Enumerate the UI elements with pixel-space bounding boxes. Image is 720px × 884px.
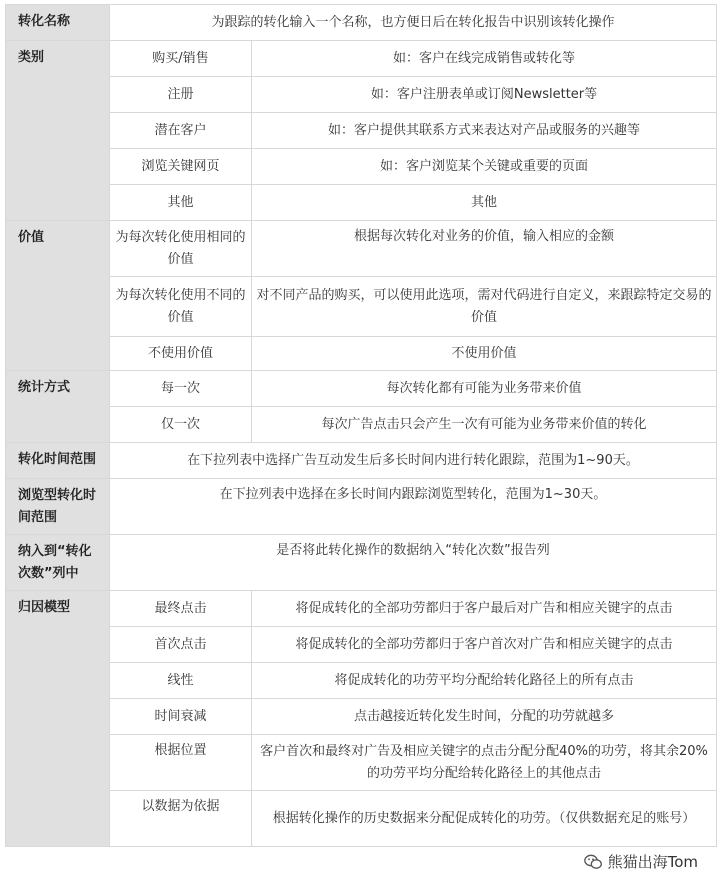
cell-desc: 将促成转化的功劳平均分配给转化路径上的所有点击 bbox=[252, 663, 717, 699]
row-label-value: 价值 bbox=[6, 221, 110, 371]
table-row bbox=[6, 185, 717, 221]
cell-desc: 点击越接近转化发生时间，分配的功劳就越多 bbox=[252, 699, 717, 735]
table-row bbox=[6, 699, 717, 735]
table-row bbox=[6, 663, 717, 699]
watermark bbox=[582, 851, 700, 872]
cell-desc: 每次转化都有可能为业务带来价值 bbox=[252, 371, 717, 407]
table-row bbox=[6, 535, 717, 591]
cell-desc: 对不同产品的购买，可以使用此选项，需对代码进行自定义，来跟踪特定交易的价值 bbox=[252, 277, 717, 337]
cell-sub: 根据位置 bbox=[110, 735, 252, 791]
table-row bbox=[6, 221, 717, 277]
cell-desc: 根据转化操作的历史数据来分配促成转化的功劳。（仅供数据充足的账号） bbox=[252, 791, 717, 847]
table-row bbox=[6, 277, 717, 337]
cell-desc: 如：客户在线完成销售或转化等 bbox=[252, 41, 717, 77]
table-row bbox=[6, 791, 717, 847]
cell-sub: 线性 bbox=[110, 663, 252, 699]
cell-desc: 其他 bbox=[252, 185, 717, 221]
cell-sub: 浏览关键网页 bbox=[110, 149, 252, 185]
row-label-window: 转化时间范围 bbox=[6, 443, 110, 479]
cell-sub: 为每次转化使用相同的价值 bbox=[110, 221, 252, 277]
table-row bbox=[6, 735, 717, 791]
row-label-attribution: 归因模型 bbox=[6, 591, 110, 847]
watermark-text: 熊猫出海Tom bbox=[607, 853, 698, 871]
cell-sub: 为每次转化使用不同的价值 bbox=[110, 277, 252, 337]
table-row bbox=[6, 337, 717, 371]
cell-sub: 最终点击 bbox=[110, 591, 252, 627]
cell-desc: 每次广告点击只会产生一次有可能为业务带来价值的转化 bbox=[252, 407, 717, 443]
cell-desc: 不使用价值 bbox=[252, 337, 717, 371]
cell-desc: 如：客户提供其联系方式来表达对产品或服务的兴趣等 bbox=[252, 113, 717, 149]
table-row bbox=[6, 407, 717, 443]
cell-desc: 根据每次转化对业务的价值，输入相应的金额 bbox=[252, 221, 717, 277]
table-row bbox=[6, 77, 717, 113]
row-label-count: 统计方式 bbox=[6, 371, 110, 443]
row-desc-window: 在下拉列表中选择广告互动发生后多长时间内进行转化跟踪，范围为1~90天。 bbox=[110, 443, 717, 479]
table-row bbox=[6, 443, 717, 479]
cell-sub: 每一次 bbox=[110, 371, 252, 407]
cell-sub: 注册 bbox=[110, 77, 252, 113]
table-row bbox=[6, 591, 717, 627]
cell-desc: 客户首次和最终对广告及相应关键字的点击分配分配40%的功劳，将其余20%的功劳平均分配给转化路径上的其他点击 bbox=[252, 735, 717, 791]
table-row bbox=[6, 41, 717, 77]
wechat-icon bbox=[584, 854, 602, 870]
conversion-settings-table bbox=[5, 4, 717, 847]
row-label-name: 转化名称 bbox=[6, 5, 110, 41]
table-row bbox=[6, 627, 717, 663]
row-label-category: 类别 bbox=[6, 41, 110, 221]
table-row bbox=[6, 113, 717, 149]
cell-desc: 如：客户浏览某个关键或重要的页面 bbox=[252, 149, 717, 185]
cell-sub: 首次点击 bbox=[110, 627, 252, 663]
table-row bbox=[6, 149, 717, 185]
cell-sub: 不使用价值 bbox=[110, 337, 252, 371]
row-label-view-window: 浏览型转化时间范围 bbox=[6, 479, 110, 535]
cell-sub: 仅一次 bbox=[110, 407, 252, 443]
cell-sub: 购买/销售 bbox=[110, 41, 252, 77]
row-desc-view-window: 在下拉列表中选择在多长时间内跟踪浏览型转化，范围为1~30天。 bbox=[110, 479, 717, 535]
cell-desc: 如：客户注册表单或订阅Newsletter等 bbox=[252, 77, 717, 113]
cell-sub: 其他 bbox=[110, 185, 252, 221]
cell-sub: 时间衰减 bbox=[110, 699, 252, 735]
row-label-include: 纳入到“转化次数”列中 bbox=[6, 535, 110, 591]
row-desc-name: 为跟踪的转化输入一个名称，也方便日后在转化报告中识别该转化操作 bbox=[110, 5, 717, 41]
cell-sub: 以数据为依据 bbox=[110, 791, 252, 847]
table-row bbox=[6, 371, 717, 407]
table-row bbox=[6, 5, 717, 41]
cell-desc: 将促成转化的全部功劳都归于客户首次对广告和相应关键字的点击 bbox=[252, 627, 717, 663]
cell-sub: 潜在客户 bbox=[110, 113, 252, 149]
table-row bbox=[6, 479, 717, 535]
cell-desc: 将促成转化的全部功劳都归于客户最后对广告和相应关键字的点击 bbox=[252, 591, 717, 627]
row-desc-include: 是否将此转化操作的数据纳入“转化次数”报告列 bbox=[110, 535, 717, 591]
